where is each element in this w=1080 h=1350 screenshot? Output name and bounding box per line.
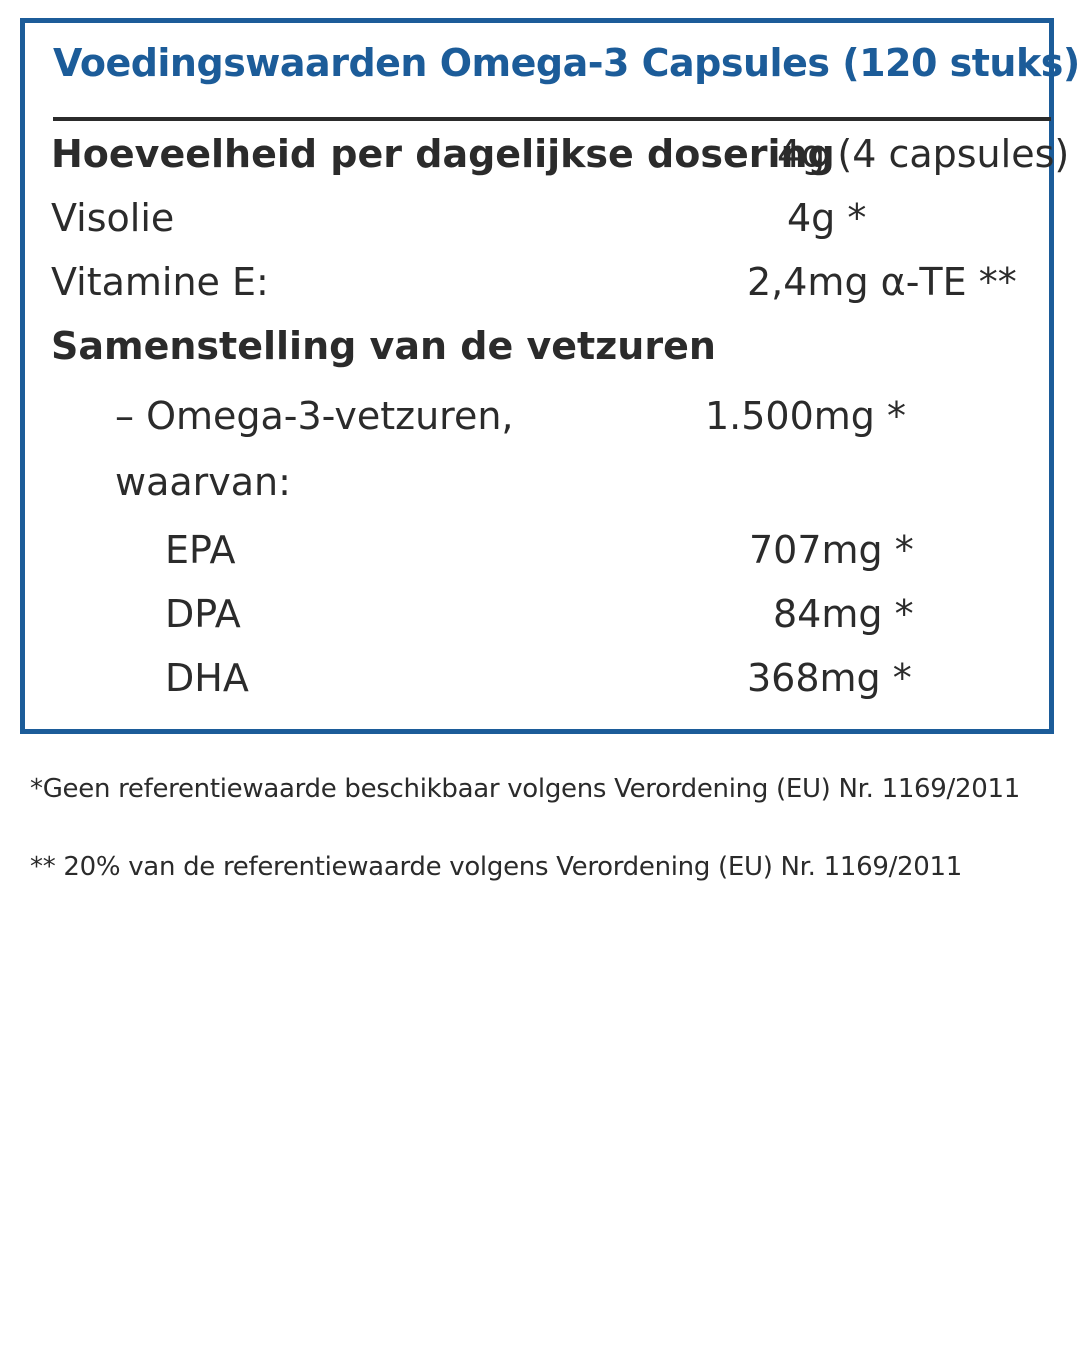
row-epa [25, 525, 1049, 575]
row-value: 1.500mg * [705, 394, 907, 438]
row-dha [25, 653, 1049, 703]
row-label: EPA [165, 528, 236, 572]
row-value: 368mg * [747, 656, 912, 700]
row-value: 707mg * [749, 528, 914, 572]
row-daily-dose [25, 129, 1070, 179]
row-label: waarvan: [115, 460, 291, 504]
row-vitamin-e [25, 257, 1049, 307]
row-value: 4g * [787, 196, 867, 240]
row-value: 4g (4 capsules) [777, 132, 1070, 176]
row-waarvan [25, 457, 1049, 507]
panel-title: Voedingswaarden Omega-3 Capsules (120 stuks) [53, 41, 1080, 85]
row-value: 2,4mg α-TE ** [747, 260, 1017, 304]
row-label: – Omega-3-vetzuren, [115, 394, 514, 438]
section-heading: Samenstelling van de vetzuren [51, 324, 716, 368]
row-label: Visolie [51, 196, 175, 240]
row-fish-oil [25, 193, 1049, 243]
row-label: DPA [165, 592, 241, 636]
footnote-no-reference: *Geen referentiewaarde beschikbaar volgens Verordening (EU) Nr. 1169/2011 [30, 774, 1020, 804]
row-label: DHA [165, 656, 249, 700]
row-dpa [25, 589, 1049, 639]
footnote-reference-percent: ** 20% van de referentiewaarde volgens Verordening (EU) Nr. 1169/2011 [30, 852, 963, 882]
row-value: 84mg * [773, 592, 914, 636]
row-label: Hoeveelheid per dagelijkse dosering [51, 132, 835, 176]
nutrition-panel [20, 18, 1080, 734]
row-label: Vitamine E: [51, 260, 269, 304]
row-omega3 [25, 391, 1049, 441]
title-divider [53, 117, 1051, 121]
row-section-fatty-acids [25, 321, 1049, 371]
